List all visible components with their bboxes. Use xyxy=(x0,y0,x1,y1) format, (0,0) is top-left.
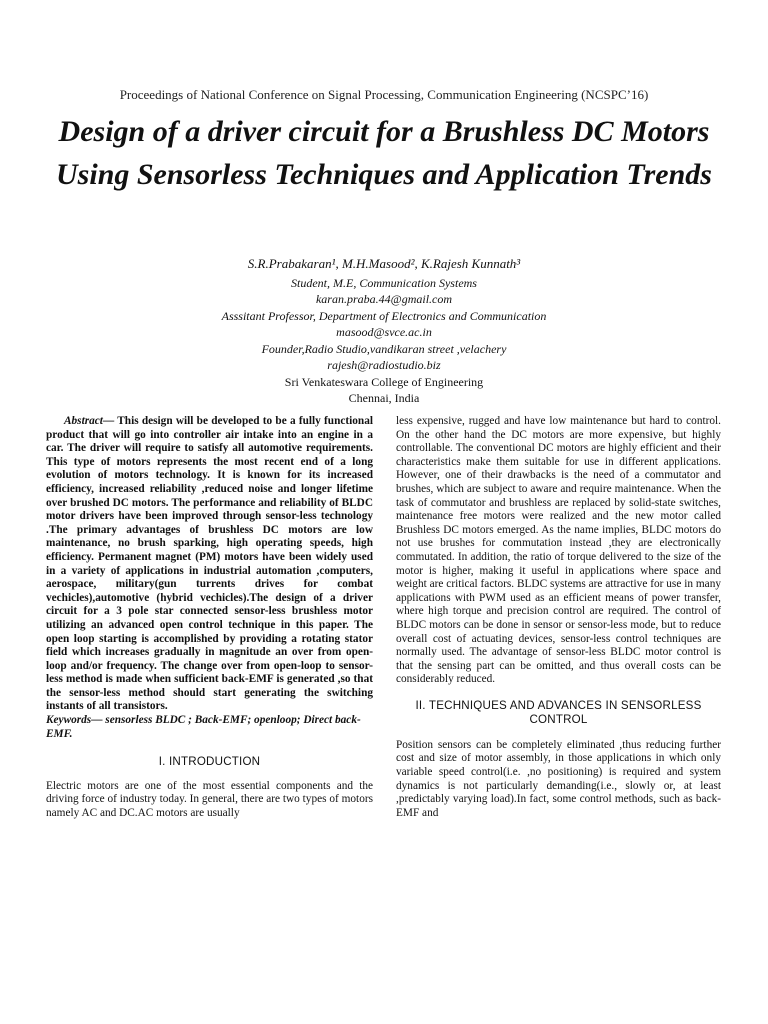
introduction-text: Electric motors are one of the most essential components and the driving force of industry today. In general, there are two types of motors namely AC and DC.AC motors are usually xyxy=(46,779,373,820)
author-names: S.R.Prabakaran¹, M.H.Masood², K.Rajesh Kunnath³ xyxy=(247,256,521,271)
abstract-dash: — xyxy=(102,415,115,427)
keywords: Keywords— sensorless BLDC ; Back-EMF; openloop; Direct back-EMF. xyxy=(46,714,361,740)
author1-affiliation: Student, M.E, Communication Systems xyxy=(291,275,477,290)
left-column xyxy=(46,415,373,821)
author2-affiliation: Asssitant Professor, Department of Electronics and Communication xyxy=(221,308,547,323)
author3-affiliation: Founder,Radio Studio,vandikaran street ,velachery xyxy=(261,341,507,356)
conference-header: Proceedings of National Conference on Signal Processing, Communication Engineering (NCSPC’16) xyxy=(119,87,649,102)
sensorless-control-text: Position sensors can be completely eliminated ,thus reducing further cost and size of motor assembly, in those applications in which only variable speed control(i.e. ,no positioning) is required and system dynamics is not particularly demanding(i.e., slowly or, at least ,predictably varying load).In fact, some control methods, such as back-EMF and xyxy=(396,738,721,819)
author2-email: masood@svce.ac.in xyxy=(336,325,432,339)
paper-title: Design of a driver circuit for a Brushless DC Motors Using Sensorless Techniques and Application Trends xyxy=(56,115,712,191)
author1-email: karan.praba.44@gmail.com xyxy=(315,292,453,306)
section-heading-introduction: I. INTRODUCTION xyxy=(158,755,261,769)
abstract xyxy=(46,415,373,714)
college-name: Sri Venkateswara College of Engineering xyxy=(284,374,484,389)
author-block xyxy=(0,256,768,407)
author3-email: rajesh@radiostudio.biz xyxy=(327,358,441,372)
introduction-continued-text: less expensive, rugged and have low maintenance but hard to control. On the other hand the DC motors are more expensive, but highly controllable. The conventional DC motors are highly efficient and their characteristics make them suitable for use in different applications. However, one of their drawbacks is the need of a commutator and brushes, which are subject to aware and require maintenance. When the task of commutator and brushless are replaced by solid-state switches, maintenance free motors were realized and the new motor called Brushless DC motors emerged. As the name implies, BLDC motors do not use brushes for commutation instead ,they are electronically commutated. In addition, the ratio of torque delivered to the size of the motor is higher, making it useful in applications where space and weight are critical factors. BLDC systems are attractive for use in many applications with PWM used as an efficient means of power transfer, where high torque and precision control are required. The control of BLDC motors can be done in sensor or sensor-less mode, but to reduce overall cost of actuating devices, sensor-less control techniques are normally used. The advantage of sensor-less BLDC motor control is that the sensing part can be omitted, and thus overall costs can be considerably reduced. xyxy=(396,415,721,686)
section-heading-sensorless-control: II. TECHNIQUES AND ADVANCES IN SENSORLESS CONTROL xyxy=(415,698,702,726)
abstract-text: This design will be developed to be a fully functional product that will go into controller air intake into an engine in a car. The driver will require to satisfy all automotive requirements. This type of motors represents the most recent end of a long evolution of motors technology. It is known for its increased efficiency, increased reliability ,reduced noise and longer lifetime over brushed DC motors. The performance and reliability of BLDC motor drivers have been improved through sensor-less technology .The primary advantages of brushless DC motors are low maintenance, no brush sparking, high operating speeds, high efficiency. Permanent magnet (PM) motors have been widely used in a variety of applications in industrial automation ,computers, aerospace, military(gun turrents drives for combat vechicles),automotive (hybrid vechicles).The design of a driver circuit for a 3 pole star connected sensor-less brushless motor utilizing an advanced open control technique in this paper. The open loop starting is accomplished by providing a rotating stator field which increases gradually in magnitude an over from open-loop and/or frequency. The change over from open-loop to sensor-less method is made when sufficient back-EMF is generated ,so that the sensor-less method should start generating the switching instants of all transistors. xyxy=(46,415,373,713)
abstract-label: Abstract xyxy=(64,415,103,427)
right-column xyxy=(396,415,721,820)
college-location: Chennai, India xyxy=(348,391,420,405)
